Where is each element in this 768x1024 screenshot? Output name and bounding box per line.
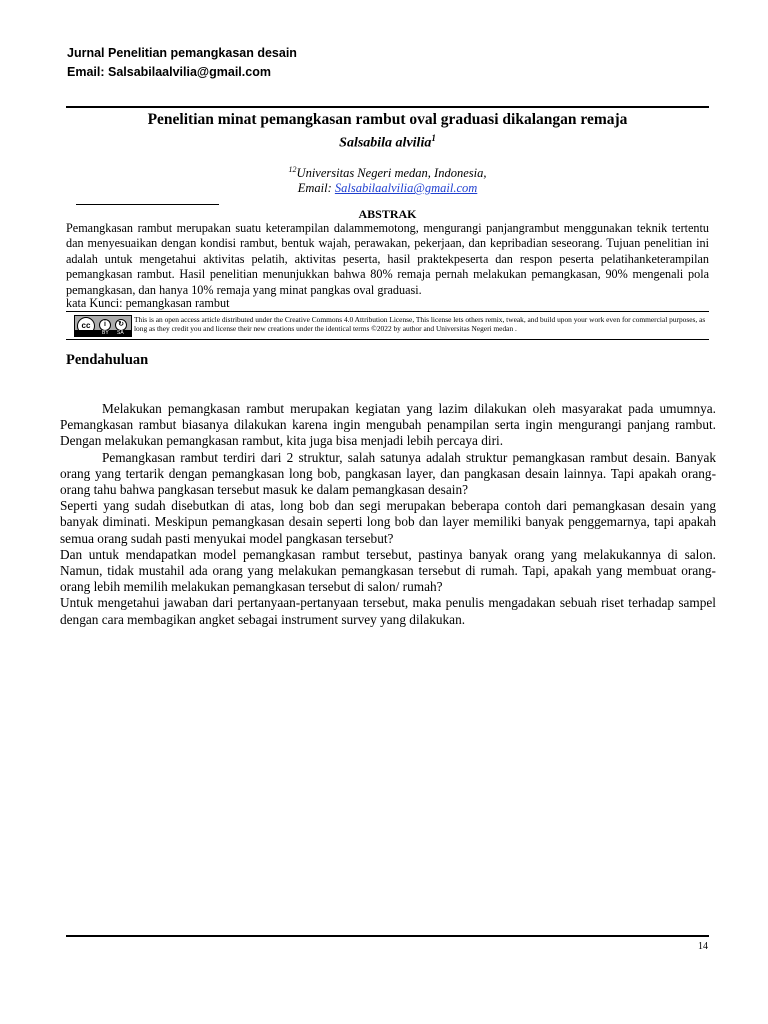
license-top-rule	[66, 311, 709, 312]
article-author	[66, 129, 709, 153]
footer-divider	[66, 935, 709, 937]
author-affiliation-block	[66, 162, 709, 196]
abstract-text: Pemangkasan rambut merupakan suatu keterampilan dalammemotong, mengurangi panjangrambut menggunakan teknik tertentu dan menyesuaikan dengan kondisi rambut, bentuk wajah, perawakan, pekerjaan, dan kepribadian seseorang. Tujuan penelitian ini adalah untuk mengetahui aktivitas pelatih, aktivitas peserta, hasil praktekpeserta dan respon peserta pelatihanketerampilan pemangkasan rambut. Hasil penelitian menunjukkan bahwa 80% remaja pernah melakukan pemangkasan, 90% mengenali pola pemangkasan, dan hanya 10% remaja yang minat pangkas oval graduasi.	[66, 221, 709, 297]
body-paragraph: Seperti yang sudah disebutkan di atas, long bob dan segi merupakan beberapa contoh dari pemangkasan desain yang banyak diminati. Meskipun pemangkasan desain seperti long bob dan layer memiliki banyak penggemarnya, tapi apakah semua orang sudah pasti menyukai model pangkasan tersebut?	[60, 498, 716, 546]
body-paragraph: Pemangkasan rambut terdiri dari 2 struktur, salah satunya adalah struktur pemangkasan rambut desain. Banyak orang yang tertarik dengan pemangkasan long bob, pangkasan layer, dan pangkasan desain lainnya. Tapi apakah orang- orang tahu bahwa pangkasan tersebut masuk ke dalam pemangkasan desain?	[60, 449, 716, 498]
abstract-heading: ABSTRAK	[358, 207, 417, 221]
body-text	[60, 401, 716, 628]
section-heading: Pendahuluan	[66, 352, 149, 368]
journal-header	[67, 44, 297, 82]
header-divider	[66, 106, 709, 108]
body-paragraph: Dan untuk mendapatkan model pemangkasan rambut tersebut, pastinya banyak orang yang melakukannya di salon. Namun, tidak mustahil ada orang yang melakukan pemangkasan tersebut di rumah. Tapi, apakah yang membuat orang- orang lebih memilih melakukan pemangkasan tersebut di salon/ rumah?	[60, 546, 716, 595]
article-title: Penelitian minat pemangkasan rambut oval graduasi dikalangan remaja	[147, 111, 628, 128]
keywords: kata Kunci: pemangkasan rambut	[66, 296, 230, 310]
page-number: 14	[698, 941, 708, 952]
by-person-icon: i	[99, 319, 111, 331]
license-bottom-rule	[66, 339, 709, 340]
author-superscript: 1	[431, 133, 436, 143]
body-paragraph: Melakukan pemangkasan rambut merupakan kegiatan yang lazim dilakukan oleh masyarakat pada umumnya. Pemangkasan rambut biasanya dilakukan karena ingin mengubah penampilan serta ingin mengurangi panjang rambut. Dengan melakukan pemangkasan rambut, kita juga bisa menjadi lebih percaya diri.	[60, 401, 716, 449]
license-text: This is an open access article distributed under the Creative Commons 4.0 Attribution License, This license lets others remix, tweak, and build upon your work even for commercial purposes, as long as they credit you and license their new creations under the identical terms ©2022 by author and Universitas Negeri medan .	[134, 315, 706, 334]
badge-sa-label: SA	[117, 330, 124, 336]
journal-email: Email: Salsabilaalvilia@gmail.com	[67, 65, 271, 79]
cc-by-sa-badge[interactable]	[74, 315, 132, 337]
author-email-link[interactable]: Salsabilaalvilia@gmail.com	[334, 181, 478, 196]
journal-name: Jurnal Penelitian pemangkasan desain	[67, 46, 297, 60]
affiliation-line	[66, 162, 709, 181]
badge-by-label: BY	[102, 330, 109, 336]
author-name: Salsabila alvilia	[339, 135, 432, 151]
email-label: Email:	[297, 181, 335, 196]
share-alike-icon: ↻	[115, 319, 127, 331]
affiliation-superscript: 12	[288, 165, 297, 174]
body-paragraph: Untuk mengetahui jawaban dari pertanyaan-pertanyaan tersebut, maka penulis mengadakan sebuah riset terhadap sampel dengan cara membagikan angket sebagai instrument survey yang dilakukan.	[60, 595, 716, 627]
abstract-divider	[76, 204, 219, 205]
cc-icon: cc	[77, 317, 95, 335]
email-line	[66, 181, 709, 196]
affiliation-text: Universitas Negeri medan, Indonesia,	[296, 166, 487, 181]
